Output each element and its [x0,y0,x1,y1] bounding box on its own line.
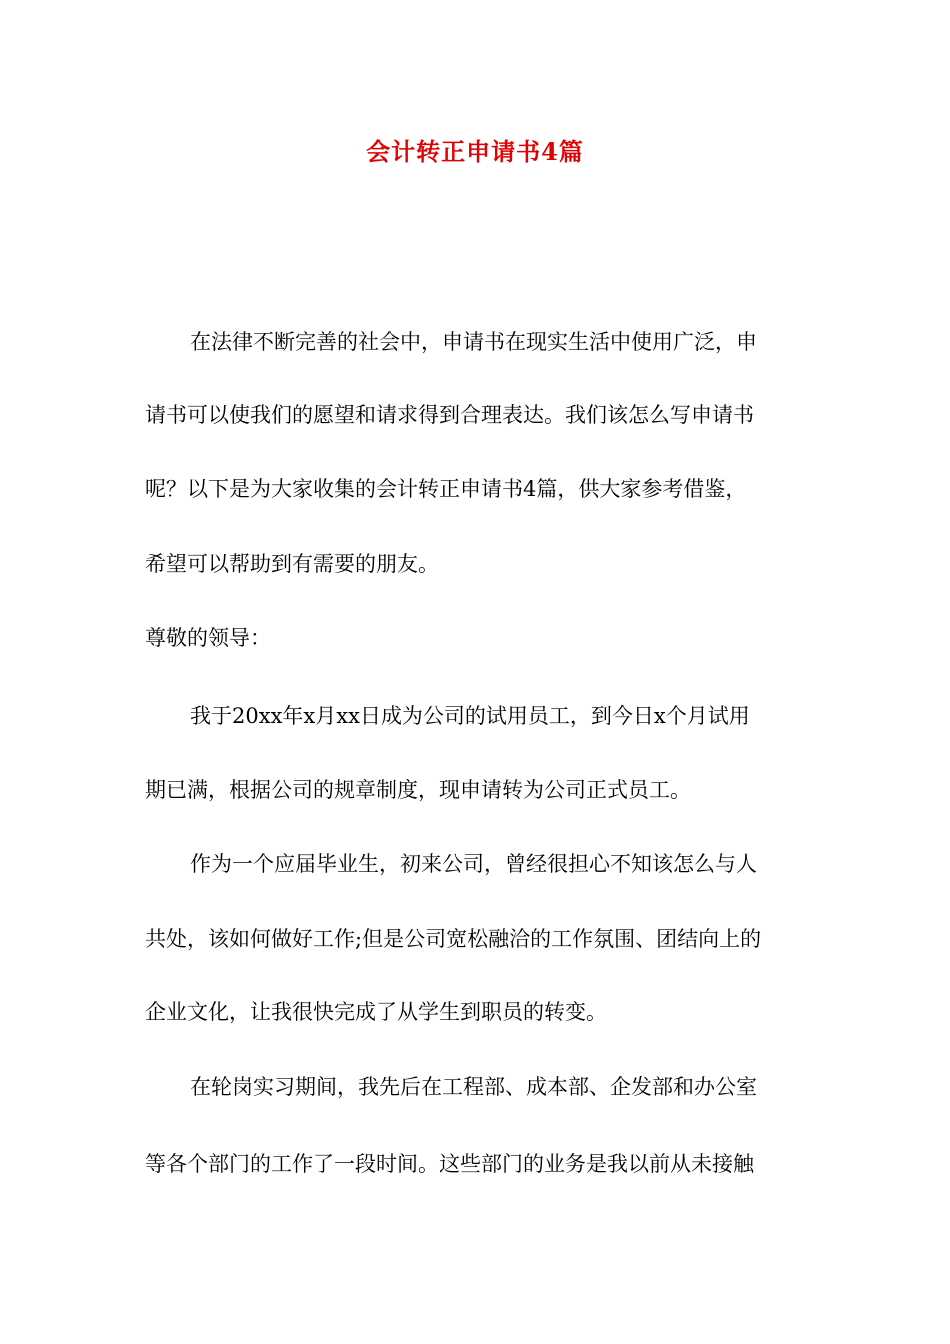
paragraph-line: 在轮岗实习期间，我先后在工程部、成本部、企发部和办公室 [190,1075,757,1099]
paragraph-line: 我于20xx年x月xx日成为公司的试用员工，到今日x个月试用 [190,704,750,728]
paragraph-line: 期已满，根据公司的规章制度，现申请转为公司正式员工。 [145,778,691,802]
salutation: 尊敬的领导： [145,626,271,650]
paragraph-line: 共处，该如何做好工作;但是公司宽松融洽的工作氛围、团结向上的 [145,927,762,951]
paragraph-line: 呢？以下是为大家收集的会计转正申请书4篇，供大家参考借鉴， [145,477,747,501]
paragraph-line: 在法律不断完善的社会中，申请书在现实生活中使用广泛，申 [190,330,757,354]
page-title: 会计转正申请书4篇 [366,137,584,166]
paragraph-line: 等各个部门的工作了一段时间。这些部门的业务是我以前从未接触 [145,1152,754,1176]
paragraph-line: 请书可以使我们的愿望和请求得到合理表达。我们该怎么写申请书 [145,403,754,427]
paragraph-line: 希望可以帮助到有需要的朋友。 [145,552,439,576]
paragraph-line: 企业文化，让我很快完成了从学生到职员的转变。 [145,1000,607,1024]
paragraph-line: 作为一个应届毕业生，初来公司，曾经很担心不知该怎么与人 [190,852,757,876]
